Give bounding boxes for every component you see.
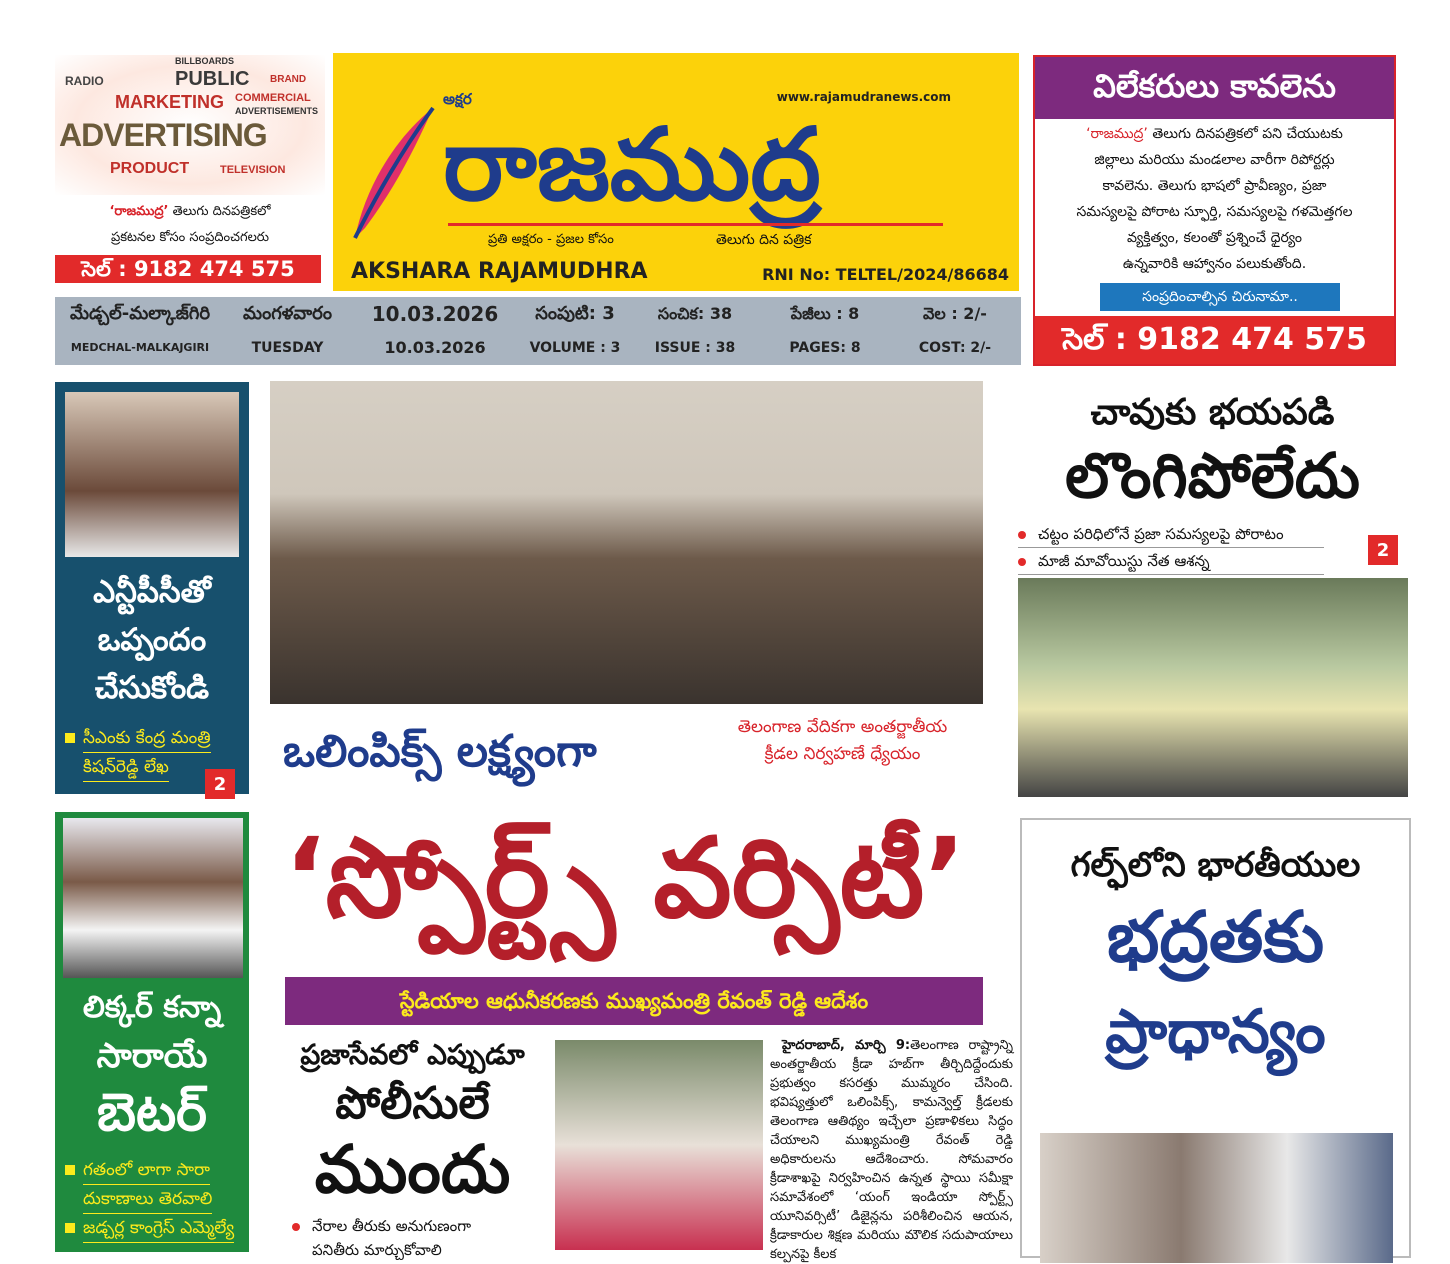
ad-body bbox=[1035, 119, 1394, 277]
surrender-bullets: చట్టం పరిధిలోనే ప్రజా సమస్యలపై పోరాటం మాజీ మావోయిస్టు నేత ఆశన్న bbox=[1018, 521, 1324, 575]
masthead-rule bbox=[448, 223, 943, 226]
info-location-en: MEDCHAL-MALKAJGIRI bbox=[70, 341, 210, 355]
lead-kicker bbox=[705, 714, 980, 768]
dateline: హైదరాబాద్, మార్చి 9: bbox=[782, 1038, 911, 1053]
ad-paper-name: ‘రాజముద్ర’ bbox=[1086, 126, 1148, 142]
cloud-word: ADVERTISEMENTS bbox=[235, 106, 319, 116]
cloud-word: RADIO bbox=[65, 74, 104, 88]
info-cost-en: COST: 2/- bbox=[918, 339, 992, 356]
ad-caption-line2: ప్రకటనల కోసం సంప్రదించగలరు bbox=[110, 230, 270, 245]
ad-body-line: సమస్యలపై పోరాట స్ఫూర్తి, సమస్యలపై గళమెత్తగల bbox=[1076, 204, 1353, 220]
lead-headline[interactable]: ‘స్పోర్ట్స్ వర్సిటీ’ bbox=[283, 814, 967, 942]
ad-body-line: జిల్లాలు మరియు మండలాల వారీగా రిపోర్టర్లు bbox=[1094, 152, 1335, 168]
masthead bbox=[333, 53, 1019, 291]
headline-line: లిక్కర్ కన్నా bbox=[82, 990, 222, 1025]
lead-story-photo[interactable] bbox=[270, 381, 983, 704]
headline-line: సారాయే bbox=[96, 1036, 208, 1076]
website[interactable]: www.rajamudranews.com bbox=[776, 90, 951, 104]
info-location: మేడ్చల్-మల్కాజ్‌గిరి bbox=[69, 303, 211, 325]
cloud-word: COMMERCIAL bbox=[235, 92, 311, 104]
feather-pen-icon bbox=[345, 108, 435, 248]
story-liquor[interactable] bbox=[55, 812, 249, 1252]
contact-label: సంప్రదించాల్సిన చిరునామా.. bbox=[1100, 283, 1340, 311]
gulf-photo bbox=[1040, 1133, 1393, 1263]
page-reference-badge[interactable]: 2 bbox=[205, 769, 235, 799]
info-date: 10.03.2026 bbox=[371, 302, 499, 326]
masthead-type: తెలుగు దిన పత్రిక bbox=[716, 232, 812, 248]
cloud-word: MARKETING bbox=[115, 92, 224, 112]
cloud-word: TELEVISION bbox=[220, 164, 286, 176]
headline-line: చావుకు భయపడి bbox=[1090, 392, 1335, 433]
reporters-wanted-ad[interactable] bbox=[1033, 55, 1396, 366]
info-day-en: TUESDAY bbox=[251, 339, 324, 356]
info-volume-en: VOLUME : 3 bbox=[529, 339, 621, 356]
info-day: మంగళవారం bbox=[243, 303, 332, 325]
headline-line: ప్రజాసేవలో ఎప్పుడూ bbox=[300, 1038, 525, 1071]
story-photo bbox=[63, 818, 243, 978]
story-police[interactable] bbox=[275, 1034, 550, 1208]
bullet-icon bbox=[65, 733, 75, 743]
headline-line: ఎన్టీపీసీతో bbox=[93, 574, 211, 610]
ad-phone[interactable]: సెల్ : 9182 474 575 bbox=[1035, 316, 1394, 364]
page-reference-badge[interactable]: 2 bbox=[1368, 535, 1398, 565]
surrender-photo bbox=[1018, 578, 1408, 797]
masthead-prefix: అక్షర bbox=[443, 90, 472, 108]
masthead-english-name: AKSHARA RAJAMUDHRA bbox=[351, 259, 648, 284]
advertising-word-cloud bbox=[55, 55, 325, 195]
cloud-word: BILLBOARDS bbox=[175, 56, 234, 66]
kicker-line: క్రీడల నిర్వహణే ధ్యేయం bbox=[764, 744, 921, 764]
headline-line: ఒప్పందం bbox=[97, 622, 207, 658]
kicker-line: తెలంగాణ వేదికగా అంతర్జాతీయ bbox=[737, 717, 948, 737]
ad-body-line: కావలెను. తెలుగు భాషలో ప్రావీణ్యం, ప్రజా bbox=[1102, 178, 1327, 194]
ad-body-line: వ్యక్తిత్వం, కలంతో ప్రశ్నించే ధైర్యం bbox=[1127, 230, 1302, 246]
story-photo bbox=[65, 392, 239, 557]
headline-line: పోలీసులే bbox=[335, 1078, 490, 1129]
ad-body-line: ఉన్నవారికి ఆహ్వానం పలుకుతోంది. bbox=[1122, 256, 1307, 272]
ad-body-line: తెలుగు దినపత్రికలో పని చేయుటకు bbox=[1147, 126, 1343, 142]
cloud-word: BRAND bbox=[270, 74, 307, 85]
headline-line: గల్ఫ్‌లోని భారతీయుల bbox=[1070, 845, 1361, 885]
info-volume: సంపుటి: 3 bbox=[535, 303, 615, 325]
bullet-icon bbox=[1018, 531, 1026, 539]
police-bullet: నేరాల తీరుకు అనుగుణంగా పనితీరు మార్చుకోవాలి bbox=[292, 1214, 547, 1262]
info-pages: పేజీలు : 8 bbox=[790, 304, 860, 324]
headline-line: ప్రాధాన్యం bbox=[1105, 997, 1326, 1067]
ad-title: విలేకరులు కావలెను bbox=[1035, 57, 1394, 119]
lead-story-photo-2 bbox=[555, 1040, 763, 1250]
ad-phone[interactable]: సెల్ : 9182 474 575 bbox=[55, 255, 321, 283]
masthead-tagline: ప్రతి అక్షరం - ప్రజల కోసం bbox=[488, 232, 614, 247]
info-cost: వెల : 2/- bbox=[923, 304, 987, 324]
lead-body bbox=[770, 1036, 1013, 1262]
cloud-word: PRODUCT bbox=[110, 160, 190, 177]
info-date-en: 10.03.2026 bbox=[384, 338, 486, 358]
headline-line: ముందు bbox=[314, 1131, 511, 1208]
headline-line: చేసుకోండి bbox=[94, 670, 210, 706]
story-surrender[interactable] bbox=[1015, 388, 1410, 514]
advertising-ad[interactable] bbox=[55, 55, 325, 285]
lead-strap: స్టేడియాల ఆధునీకరణకు ముఖ్యమంత్రి రేవంత్ రెడ్డి ఆదేశం bbox=[285, 977, 983, 1025]
info-pages-en: PAGES: 8 bbox=[789, 339, 861, 356]
body-text: తెలంగాణ రాష్ట్రాన్ని అంతర్జాతీయ క్రీడా హబ్‌గా తీర్చిదిద్దేందుకు ప్రభుత్వం కసరత్తు ముమ్మరం చేసింది. భవిష్యత్తులో ఒలింపిక్స్, కామన్వెల్త్ క్రీడలకు తెలంగాణ ఆతిథ్యం ఇచ్చేలా ప్రణాళికలు సిద్ధం చేయాలని ముఖ్యమంత్రి రేవంత్ రెడ్డి అధికారులను ఆదేశించారు. సోమవారం క్రీడాశాఖపై నిర్వహించిన ఉన్నత స్థాయి సమీక్షా సమావేశంలో ‘యంగ్ ఇండియా స్పోర్ట్స్ యూనివర్సిటీ’ డిజైన్లను పరిశీలించిన ఆయన, క్రీడాకారుల శిక్షణ మరియు మౌలిక సదుపాయాలు కల్పనపై కీలక bbox=[770, 1038, 1013, 1262]
story-ntpc[interactable] bbox=[55, 382, 249, 794]
bullet-icon bbox=[65, 1223, 75, 1233]
story-bullets: గతంలో లాగా సారా దుకాణాలు తెరవాలి జడ్చర్ల కాంగ్రెస్ ఎమ్మెల్యే bbox=[65, 1156, 245, 1243]
story-gulf[interactable] bbox=[1020, 818, 1411, 1258]
headline-line: భద్రతకు bbox=[1106, 896, 1325, 978]
issue-info-bar bbox=[55, 297, 1021, 365]
rni-number: RNI No: TELTEL/2024/86684 bbox=[762, 265, 1009, 284]
headline-line: బెటర్ bbox=[97, 1083, 207, 1143]
ad-caption-line1: ‘రాజముద్ర’ తెలుగు దినపత్రికలో bbox=[109, 204, 271, 219]
bullet-icon bbox=[65, 1165, 75, 1175]
cloud-word: ADVERTISING bbox=[59, 117, 267, 153]
bullet-icon bbox=[292, 1223, 300, 1231]
lead-deck: ఒలింపిక్స్ లక్ష్యంగా bbox=[283, 726, 597, 777]
headline-line: లొంగిపోలేదు bbox=[1065, 439, 1360, 512]
cloud-word: PUBLIC bbox=[175, 68, 250, 90]
info-issue: సంచిక: 38 bbox=[657, 304, 733, 324]
bullet-icon bbox=[1018, 558, 1026, 566]
info-issue-en: ISSUE : 38 bbox=[654, 339, 736, 356]
masthead-title: రాజముద్ర bbox=[443, 106, 821, 223]
story-bullet: సీఎంకు కేంద్ర మంత్రి కిషన్‌రెడ్డి లేఖ bbox=[65, 724, 241, 782]
